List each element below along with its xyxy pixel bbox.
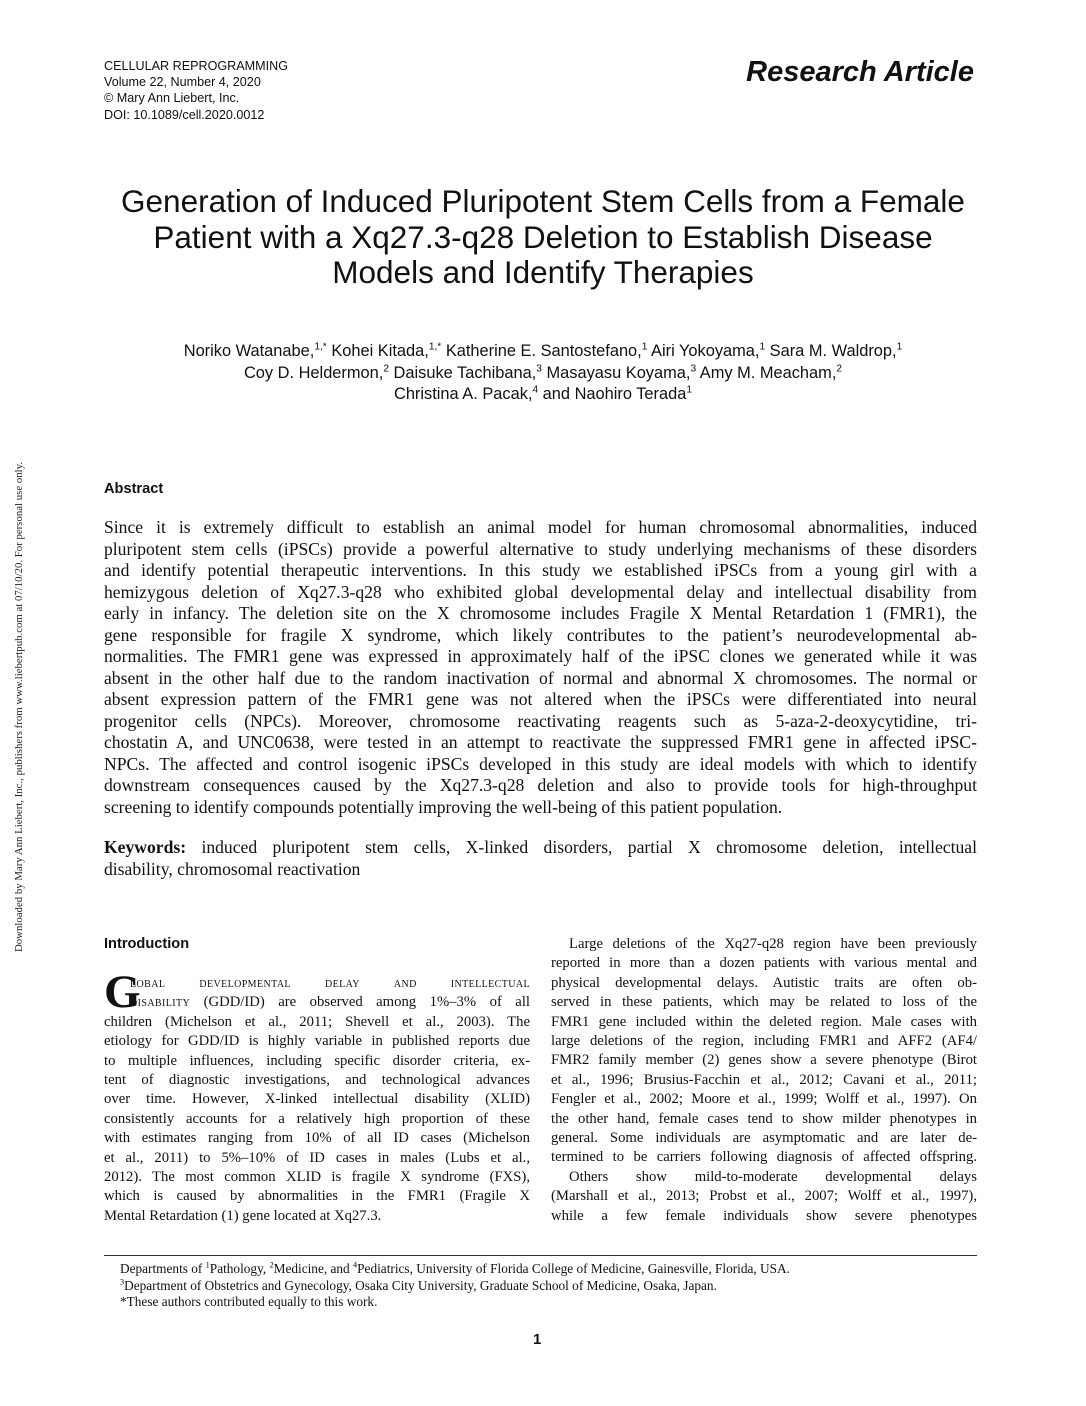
author-affiliation: 1 xyxy=(896,341,903,353)
title-line: Models and Identify Therapies xyxy=(332,254,754,290)
abstract-body xyxy=(104,517,977,818)
author-affiliation: 4 xyxy=(532,384,539,396)
text-line: with estimates ranging from 10% of all ID cases (Michelson xyxy=(104,1130,530,1147)
abstract-line: absent in the other half due to the random inactivation of normal and abnormal X chromosomes. The normal or xyxy=(104,667,977,688)
keywords-text: induced pluripotent stem cells, X-linked disorders, partial X chromosome deletion, intellectual xyxy=(186,837,977,857)
smallcaps-word: disability xyxy=(130,994,191,1011)
text-line: children (Michelson et al., 2011; Shevell et al., 2003). The xyxy=(104,1013,530,1030)
affiliation-line xyxy=(120,1261,790,1278)
text-span: (GDD/ID) are observed among 1%–3% of all xyxy=(190,994,530,1011)
author-affiliation: 1,* xyxy=(428,341,442,353)
author-name: Kohei Kitada, xyxy=(326,342,429,360)
author-name: Katherine E. Santostefano, xyxy=(441,342,642,360)
author-name: and Naohiro Terada xyxy=(538,385,687,403)
text-line: etiology for GDD/ID is highly variable in published reports due xyxy=(104,1033,530,1050)
abstract-line: pluripotent stem cells (iPSCs) provide a powerful alternative to study underlying mechanisms of these disorders xyxy=(104,538,977,559)
author-name: Coy D. Heldermon, xyxy=(243,363,384,382)
introduction-heading: Introduction xyxy=(104,936,190,952)
abstract-line: downstream consequences caused by the Xq27.3-q28 deletion and also to provide tools for high-throughput xyxy=(104,775,977,795)
copyright: © Mary Ann Liebert, Inc. xyxy=(104,91,240,106)
title-line: Patient with a Xq27.3-q28 Deletion to Establish Disease xyxy=(153,218,933,255)
abstract-line: normalities. The FMR1 gene was expressed in approximately half of the iPSC clones we generated while it was xyxy=(104,646,977,666)
author-line xyxy=(60,363,1026,385)
text-line: (Marshall et al., 2013; Probst et al., 2007; Wolff et al., 1997), xyxy=(551,1188,977,1205)
text-span: Departments of xyxy=(120,1261,206,1276)
text-line: served in these patients, which may be related to loss of the xyxy=(551,994,977,1011)
abstract-line: early in infancy. The deletion site on the X chromosome includes Fragile X Mental Retardation 1 (FMR1), the xyxy=(104,603,977,623)
page-number: 1 xyxy=(533,1331,542,1348)
affiliation-number: 3 xyxy=(120,1277,125,1287)
text-line: termined to be carriers following diagnosis of affected offspring. xyxy=(551,1149,977,1166)
article-title xyxy=(60,184,1026,291)
article-type: Research Article xyxy=(746,56,974,88)
text-line: Large deletions of the Xq27-q28 region have been previously xyxy=(569,936,977,952)
affiliation-number: 2 xyxy=(269,1260,274,1270)
affiliation-number: 1 xyxy=(205,1260,210,1270)
text-line: over time. However, X-linked intellectual disability (XLID) xyxy=(104,1091,530,1108)
author-list xyxy=(60,341,1026,406)
text-line: et al., 1996; Brusius-Facchin et al., 2012; Cavani et al., 2011; xyxy=(551,1071,977,1088)
equal-contribution-note: *These authors contributed equally to this work. xyxy=(120,1294,378,1309)
abstract-line: NPCs. The affected and control isogenic iPSCs developed in this study are ideal models with which to identify xyxy=(104,753,977,774)
affiliations-footnote xyxy=(120,1261,790,1311)
author-name: Daisuke Tachibana, xyxy=(388,363,537,382)
title-line: Generation of Induced Pluripotent Stem Cells from a Female xyxy=(121,183,965,219)
text-line: reported in more than a dozen patients with various mental and xyxy=(551,955,977,972)
text-span: Pathology, xyxy=(209,1261,270,1276)
footnote-divider xyxy=(104,1255,977,1256)
abstract-line: and identify potential therapeutic interventions. In this study we established iPSCs from a young girl with a xyxy=(104,560,977,580)
text-line: which is caused by abnormalities in the FMR1 (Fragile X xyxy=(104,1188,530,1205)
journal-info xyxy=(104,58,288,123)
author-name: Amy M. Meacham, xyxy=(696,363,837,382)
author-name: Noriko Watanabe, xyxy=(183,342,315,360)
text-line: 2012). The most common XLID is fragile X syndrome (FXS), xyxy=(104,1169,530,1186)
text-line: et al., 2011) to 5%–10% of ID cases in males (Lubs et al., xyxy=(104,1149,530,1166)
author-line xyxy=(60,384,1026,406)
download-notice-text: Downloaded by Mary Ann Liebert, Inc., publishers from www.liebertpub.com at 07/10/20. For personal use only. xyxy=(13,461,25,953)
text-line: the other hand, female cases tend to show milder phenotypes in xyxy=(551,1110,977,1127)
text-line: to multiple influences, including specific disorder criteria, ex- xyxy=(104,1052,530,1069)
text-span: Medicine, and xyxy=(273,1261,354,1276)
author-affiliation: 1 xyxy=(641,341,648,353)
text-line: general. Some individuals are asymptomatic and are later de- xyxy=(551,1130,977,1147)
author-name: Masayasu Koyama, xyxy=(541,363,691,382)
abstract-line: absent expression pattern of the FMR1 gene was not altered when the iPSCs were differentiated into neural xyxy=(104,689,977,709)
right-column xyxy=(551,935,977,1226)
author-name: Airi Yokoyama, xyxy=(647,342,760,360)
download-notice xyxy=(10,426,28,988)
author-name: Christina A. Pacak, xyxy=(393,385,533,403)
author-affiliation: 1 xyxy=(686,384,693,396)
text-span: Pediatrics, University of Florida College of Medicine, Gainesville, Florida, USA. xyxy=(357,1261,790,1276)
journal-volume: Volume 22, Number 4, 2020 xyxy=(104,75,261,90)
text-line: Mental Retardation (1) gene located at Xq27.3. xyxy=(104,1207,382,1224)
affiliation-number: 4 xyxy=(353,1260,358,1270)
author-affiliation: 3 xyxy=(690,363,697,375)
author-affiliation: 2 xyxy=(383,363,389,375)
text-line: physical developmental delays. Autistic traits are often ob- xyxy=(551,974,977,991)
author-affiliation: 1 xyxy=(759,341,766,353)
keywords-line: disability, chromosomal reactivation xyxy=(104,858,361,879)
abstract-line: Since it is extremely difficult to establish an animal model for human chromosomal abnormalities, induced xyxy=(104,517,977,537)
author-name: Sara M. Waldrop, xyxy=(765,342,897,360)
abstract-line: progenitor cells (NPCs). Moreover, chromosome reactivating reagents such as 5-aza-2-deoxycytidine, tri- xyxy=(104,710,977,731)
abstract-line: chostatin A, and UNC0638, were tested in an attempt to reactivate the suppressed FMR1 gene in affected iPSC- xyxy=(104,732,977,752)
left-column xyxy=(104,966,530,1226)
text-line: Fengler et al., 2002; Moore et al., 1999; Wolff et al., 1997). On xyxy=(551,1091,977,1108)
abstract-line: gene responsible for fragile X syndrome, which likely contributes to the patient’s neurodevelopmental ab- xyxy=(104,624,977,645)
text-line: tent of diagnostic investigations, and technological advances xyxy=(104,1072,530,1089)
author-affiliation: 1,* xyxy=(314,341,327,353)
journal-name: CELLULAR REPROGRAMMING xyxy=(104,59,289,73)
author-affiliation: 2 xyxy=(836,363,843,375)
abstract-heading: Abstract xyxy=(104,481,164,497)
abstract-line: hemizygous deletion of Xq27.3-q28 who exhibited global developmental delay and intellectual disability from xyxy=(104,581,977,602)
text-span: Department of Obstetrics and Gynecology, Osaka City University, Graduate School of Medicine, Osaka, Japan. xyxy=(124,1277,717,1293)
text-line: lobal developmental delay and intellectual xyxy=(130,975,530,991)
text-line: large deletions of the region, including FMR1 and AFF2 (AF4/ xyxy=(551,1033,977,1050)
text-line: FMR2 family member (2) genes show a severe phenotype (Birot xyxy=(551,1052,977,1069)
drop-cap: G xyxy=(104,966,141,1018)
doi: DOI: 10.1089/cell.2020.0012 xyxy=(104,107,265,122)
affiliation-line xyxy=(120,1278,790,1295)
text-line: consistently accounts for a relatively high proportion of these xyxy=(104,1110,530,1127)
author-line xyxy=(60,341,1026,363)
author-affiliation: 3 xyxy=(536,363,542,375)
keywords xyxy=(104,837,977,880)
keywords-line xyxy=(104,837,977,859)
text-line: while a few female individuals show severe phenotypes xyxy=(551,1207,977,1224)
text-line xyxy=(104,993,530,1012)
keywords-label: Keywords: xyxy=(104,837,187,857)
text-line: Others show mild-to-moderate developmental delays xyxy=(569,1168,977,1185)
text-line: FMR1 gene included within the deleted region. Male cases with xyxy=(551,1013,977,1030)
abstract-line: screening to identify compounds potentially improving the well-being of this patient population. xyxy=(104,796,783,817)
